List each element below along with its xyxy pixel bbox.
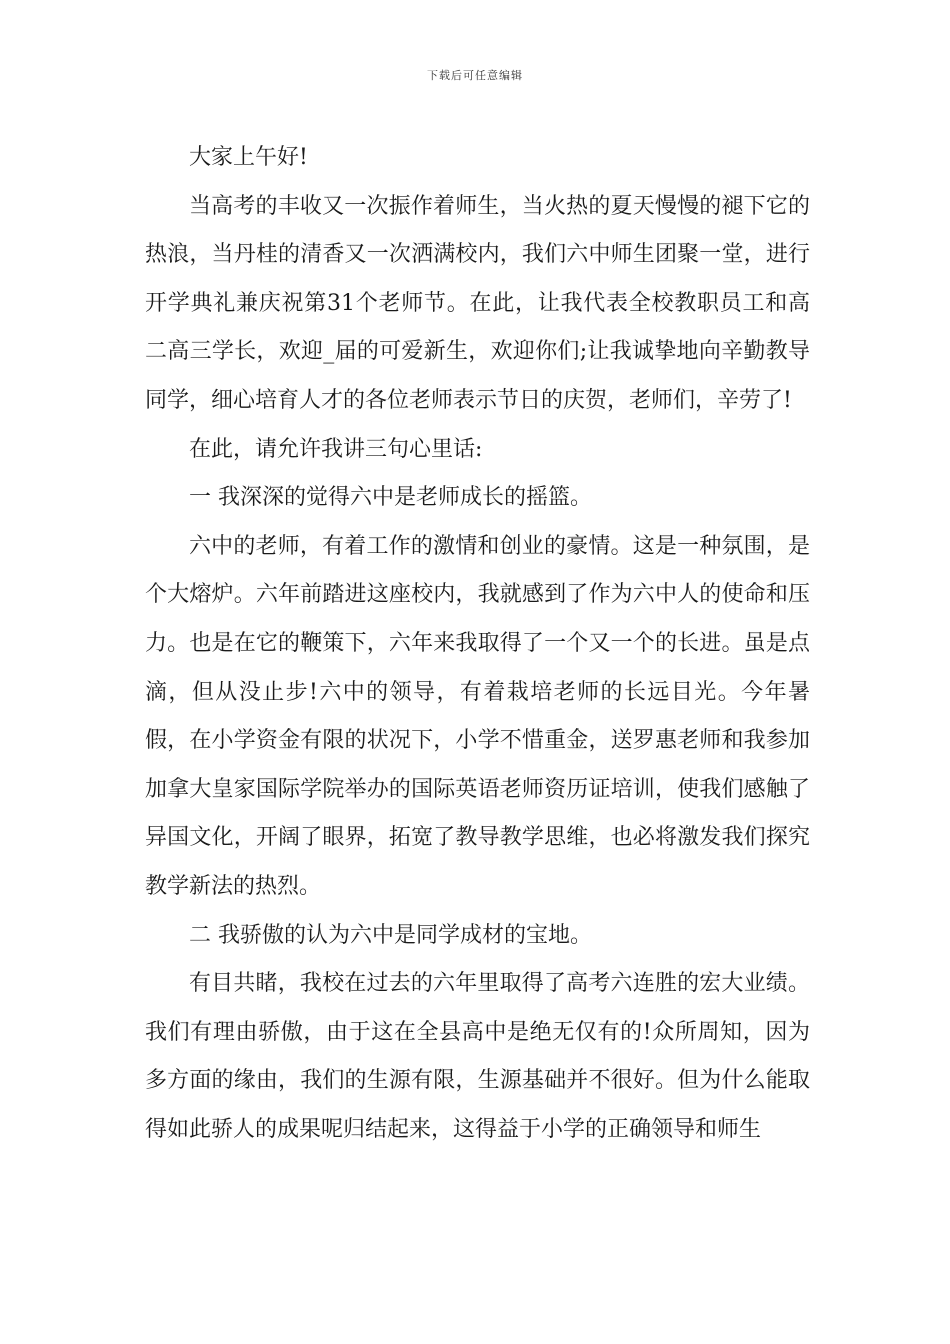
paragraph-opening: 当高考的丰收又一次振作着师生，当火热的夏天慢慢的褪下它的热浪，当丹桂的清香又一次洒满校内，我们六中师生团聚一堂，进行开学典礼兼庆祝第31个老师节。在此，让我代表全校教职员工和高二高三学长，欢迎_届的可爱新生，欢迎你们;让我诚挚地向辛勤教导同学，细心培育人才的各位老师表示节日的庆贺，老师们，辛劳了!	[145, 193, 810, 413]
paragraph-point-one-body: 六中的老师，有着工作的激情和创业的豪情。这是一种氛围，是个大熔炉。六年前踏进这座校内，我就感到了作为六中人的使命和压力。也是在它的鞭策下，六年来我取得了一个又一个的长进。虽是点滴，但从没止步!六中的领导，有着栽培老师的长远目光。今年暑假，在小学资金有限的状况下，小学不惜重金，送罗惠老师和我参加加拿大皇家国际学院举办的国际英语老师资历证培训，使我们感触了异国文化，开阔了眼界，拓宽了教导教学思维，也必将激发我们探究教学新法的热烈。	[145, 533, 810, 899]
document-body	[145, 134, 810, 1154]
page-header: 下载后可任意编辑	[427, 69, 523, 82]
paragraph-greeting: 大家上午好!	[189, 145, 308, 170]
paragraph-point-two-body: 有目共睹，我校在过去的六年里取得了高考六连胜的宏大业绩。我们有理由骄傲，由于这在全县高中是绝无仅有的!众所周知，因为多方面的缘由，我们的生源有限，生源基础并不很好。但为什么能取得如此骄人的成果呢归结起来，这得益于小学的正确领导和师生	[145, 971, 810, 1142]
paragraph-intro: 在此，请允许我讲三句心里话:	[189, 436, 483, 462]
paragraph-point-one: 一 我深深的觉得六中是老师成长的摇篮。	[189, 485, 592, 511]
paragraph-point-two: 二 我骄傲的认为六中是同学成材的宝地。	[189, 922, 592, 948]
